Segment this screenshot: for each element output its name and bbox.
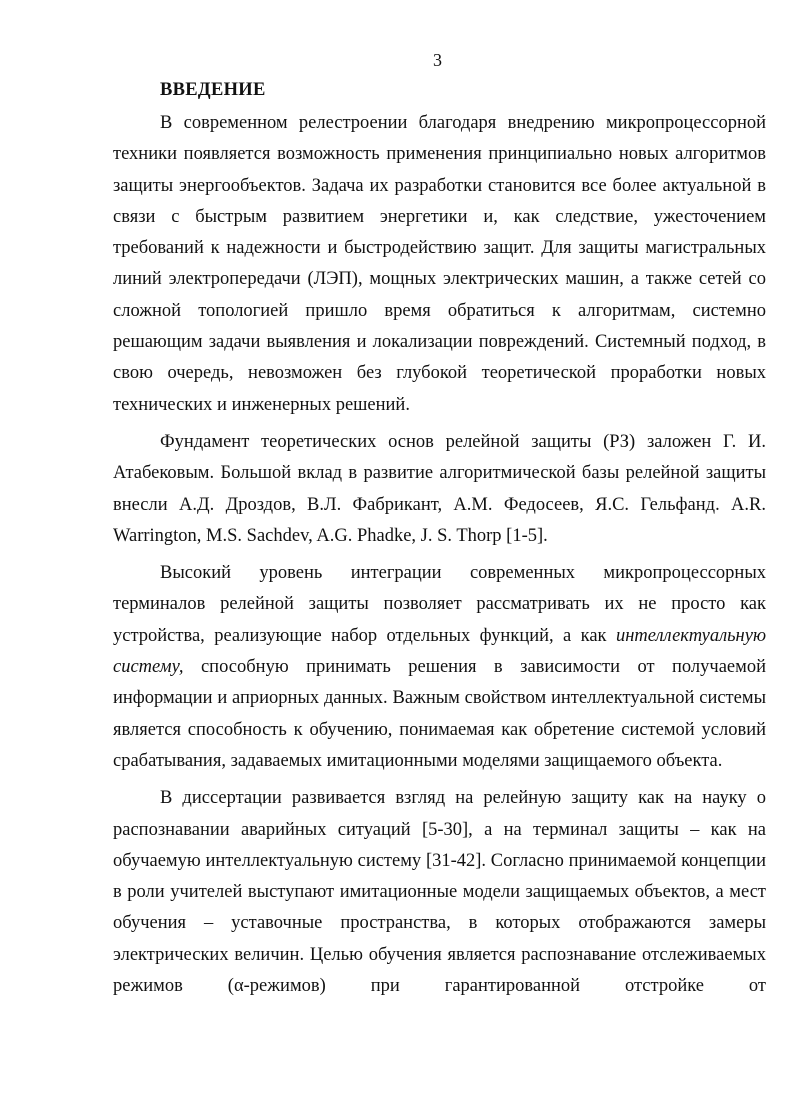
paragraph-2: Фундамент теоретических основ релейной защиты (РЗ) заложен Г. И. Атабековым. Большой вклад в развитие алгоритмической базы релейной защиты внесли А.Д. Дроздов, В.Л. Фабрикант, А.М. Федосеев, Я.С. Гельфанд. A.R. Warrington, M.S. Sachdev, A.G. Phadke, J. S. Thorp [1-5]. [113, 431, 766, 546]
paragraph-3-emphasis: интеллектуальную систему, [113, 625, 766, 678]
paragraph-3-start: Высокий уровень интеграции современных микропроцессорных терминалов релейной защиты позволяет рассматривать их не просто как устройства, реализующие набор отдельных функций, а как [113, 563, 766, 646]
section-heading: ВВЕДЕНИЕ [160, 80, 266, 100]
document-body [113, 108, 766, 1002]
paragraph-4: В диссертации развивается взгляд на релейную защиту как на науку о распознавании аварийных ситуаций [5-30], а на терминал защиты – как на обучаемую интеллектуальную систему [31-42]. Согласно принимаемой концепции в роли учителей выступают имитационные модели защищаемых объектов, а мест обучения – уставочные пространства, в которых отображаются замеры электрических величин. Целью обучения является распознавание отслеживаемых режимов (α-режимов) при гарантированной отстройке от [113, 788, 766, 997]
paragraph-3-end: способную принимать решения в зависимости от получаемой информации и априорных данных. Важным свойством интеллектуальной системы является способность к обучению, понимаемая как обретение системой условий срабатывания, задаваемых имитационными моделями защищаемого объекта. [113, 657, 766, 771]
page-number: 3 [433, 50, 442, 70]
paragraph-3 [113, 558, 766, 777]
paragraph-1: В современном релестроении благодаря внедрению микропроцессорной техники появляется возможность применения принципиально новых алгоритмов защиты энергообъектов. Задача их разработки становится все более актуальной в связи с быстрым развитием энергетики и, как следствие, ужесточением требований к надежности и быстродействию защит. Для защиты магистральных линий электропередачи (ЛЭП), мощных электрических машин, а также сетей со сложной топологией пришло время обратиться к алгоритмам, системно решающим задачи выявления и локализации повреждений. Системный подход, в свою очередь, невозможен без глубокой теоретической проработки новых технических и инженерных решений. [113, 113, 766, 415]
